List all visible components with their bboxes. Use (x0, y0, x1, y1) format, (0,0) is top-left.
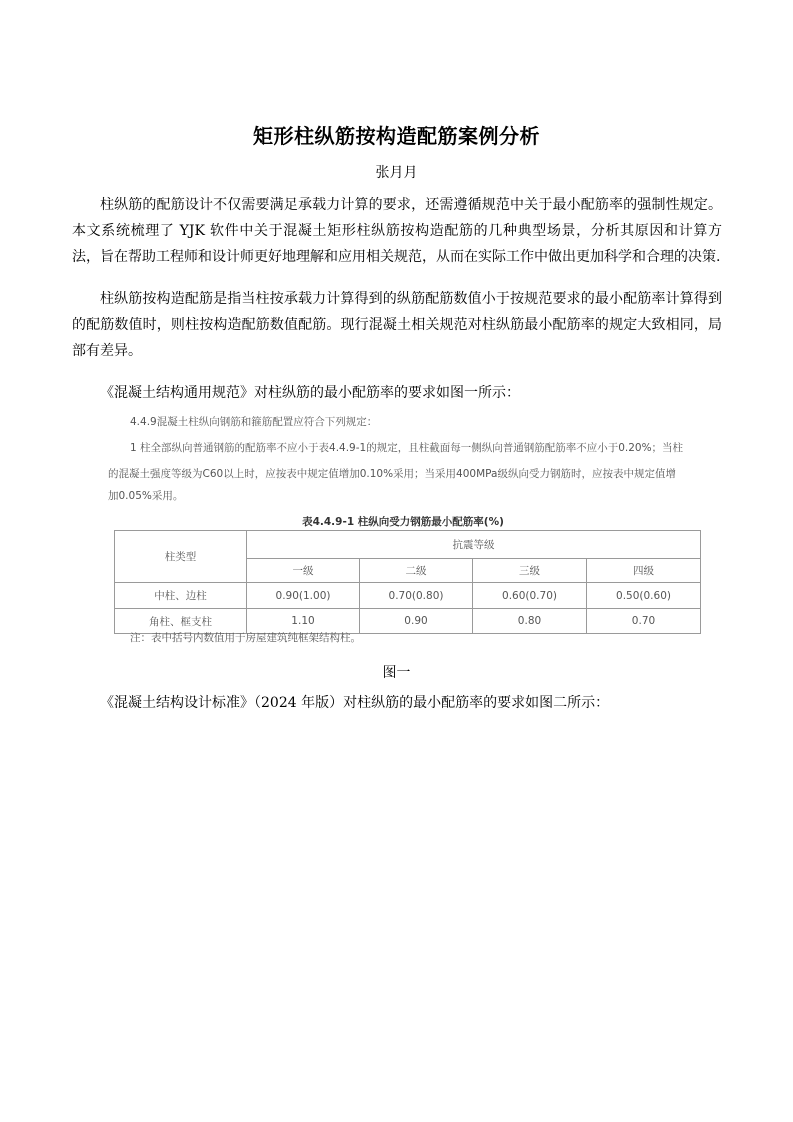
reference-line-design-standard: 《混凝土结构设计标准》（2024 年版）对柱纵筋的最小配筋率的要求如图二所示： (100, 695, 610, 711)
row-type-cell: 角柱、框支柱 (115, 609, 247, 634)
figure-1-label: 图一 (382, 665, 411, 681)
table-caption: 表4.4.9-1 柱纵向受力钢筋最小配筋率(%) (302, 516, 504, 528)
table-note: 注：表中括号内数值用于房屋建筑纯框架结构柱。 (130, 632, 361, 644)
grade-header: 四级 (587, 559, 701, 583)
value-cell: 0.60(0.70) (473, 583, 587, 609)
value-cell: 0.70 (587, 609, 701, 634)
code-clause-heading: 4.4.9混凝土柱纵向钢筋和箍筋配置应符合下列规定： (130, 416, 378, 428)
code-item-line: 1 柱全部纵向普通钢筋的配筋率不应小于表4.4.9-1的规定，且柱截面每一侧纵向普通钢筋配筋率不应小于0.20%；当柱 (130, 442, 684, 454)
author-name: 张月月 (375, 165, 418, 181)
value-cell: 0.80 (473, 609, 587, 634)
figure-1-code-excerpt (108, 412, 698, 648)
value-cell: 0.90(1.00) (247, 583, 360, 609)
grade-header: 三级 (473, 559, 587, 583)
column-type-header: 柱类型 (115, 531, 247, 583)
grade-header: 一级 (247, 559, 360, 583)
paragraph-definition: 柱纵筋按构造配筋是指当柱按承载力计算得到的纵筋配筋数值小于按规范要求的最小配筋率计算得到的配筋数值时，则柱按构造配筋数值配筋。现行混凝土相关规范对柱纵筋最小配筋率的规定大致相同，局部有差异。 (72, 291, 722, 359)
reference-line-general-code: 《混凝土结构通用规范》对柱纵筋的最小配筋率的要求如图一所示： (100, 385, 520, 401)
seismic-grade-header: 抗震等级 (247, 531, 701, 559)
value-cell: 1.10 (247, 609, 360, 634)
value-cell: 0.50(0.60) (587, 583, 701, 609)
value-cell: 0.90 (360, 609, 473, 634)
code-item-line: 加0.05%采用。 (108, 490, 184, 502)
document-title: 矩形柱纵筋按构造配筋案例分析 (253, 124, 540, 148)
table-row (115, 583, 701, 609)
row-type-cell: 中柱、边柱 (115, 583, 247, 609)
value-cell: 0.70(0.80) (360, 583, 473, 609)
code-item-line: 的混凝土强度等级为C60以上时，应按表中规定值增加0.10%采用；当采用400MPa级纵向受力钢筋时，应按表中规定值增 (108, 468, 676, 480)
paragraph-intro: 柱纵筋的配筋设计不仅需要满足承载力计算的要求，还需遵循规范中关于最小配筋率的强制性规定。本文系统梳理了 YJK 软件中关于混凝土矩形柱纵筋按构造配筋的几种典型场景，分析其原因和计算方法，旨在帮助工程师和设计师更好地理解和应用相关规范，从而在实际工作中做出更加科学和合理的决策. (72, 197, 722, 265)
table-header-row (115, 531, 701, 559)
grade-header: 二级 (360, 559, 473, 583)
min-reinforcement-table (114, 530, 701, 634)
